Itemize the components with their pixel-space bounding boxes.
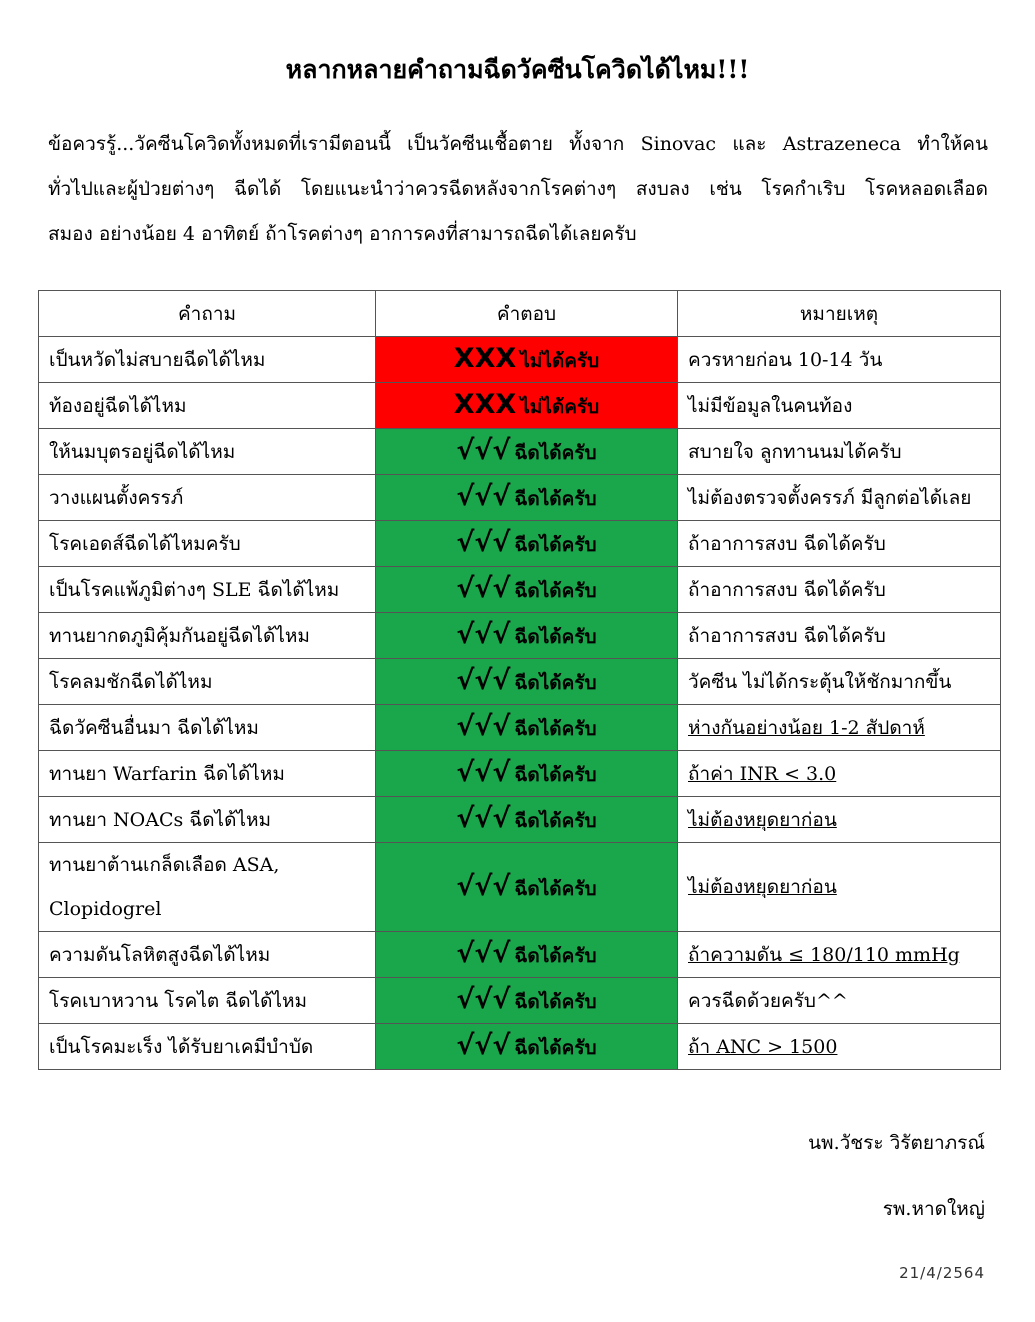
check-marks-icon: √√√: [456, 435, 511, 466]
check-marks-icon: √√√: [456, 870, 511, 902]
doctor-signature: นพ.วัชระ วิรัตยาภรณ์: [808, 1132, 985, 1154]
table-row: [39, 613, 1001, 659]
answer-cell-yes: [376, 978, 678, 1024]
note-cell: สบายใจ ลูกทานนมได้ครับ: [678, 429, 1001, 475]
question-cell: โรคเบาหวาน โรคไต ฉีดได้ไหม: [39, 978, 376, 1024]
answer-text: ฉีดได้ครับ: [514, 877, 597, 900]
question-cell: เป็นหวัดไม่สบายฉีดได้ไหม: [39, 337, 376, 383]
table-row: [39, 705, 1001, 751]
question-cell: ทานยา NOACs ฉีดได้ไหม: [39, 797, 376, 843]
answer-text: ฉีดได้ครับ: [514, 488, 597, 510]
table-row: [39, 475, 1001, 521]
question-cell: โรคเอดส์ฉีดได้ไหมครับ: [39, 521, 376, 567]
check-marks-icon: √√√: [456, 619, 511, 650]
question-cell: ท้องอยู่ฉีดได้ไหม: [39, 383, 376, 429]
question-cell: เป็นโรคมะเร็ง ได้รับยาเคมีบำบัด: [39, 1024, 376, 1070]
answer-cell-yes: [376, 797, 678, 843]
note-cell: วัคซีน ไม่ได้กระตุ้นให้ชักมากขึ้น: [678, 659, 1001, 705]
note-cell: ถ้าอาการสงบ ฉีดได้ครับ: [678, 613, 1001, 659]
question-cell: โรคลมชักฉีดได้ไหม: [39, 659, 376, 705]
check-marks-icon: √√√: [456, 665, 511, 696]
question-cell: ทานยาต้านเกล็ดเลือด ASA, Clopidogrel: [39, 843, 376, 932]
answer-cell-yes: [376, 932, 678, 978]
note-cell: ควรฉีดด้วยครับ^^: [678, 978, 1001, 1024]
table-row: [39, 567, 1001, 613]
header-answer: คำตอบ: [376, 291, 678, 337]
answer-text: ฉีดได้ครับ: [514, 580, 597, 602]
table-row: [39, 978, 1001, 1024]
check-marks-icon: √√√: [456, 527, 511, 558]
answer-cell-yes: [376, 659, 678, 705]
question-cell: ฉีดวัคซีนอื่นมา ฉีดได้ไหม: [39, 705, 376, 751]
table-row: [39, 797, 1001, 843]
question-cell: วางแผนตั้งครรภ์: [39, 475, 376, 521]
question-cell: เป็นโรคแพ้ภูมิต่างๆ SLE ฉีดได้ไหม: [39, 567, 376, 613]
document-title: หลากหลายคำถามฉีดวัคซีนโควิดได้ไหม!!!: [285, 55, 750, 84]
table-header-row: [39, 291, 1001, 337]
answer-text: ฉีดได้ครับ: [514, 810, 597, 832]
table-row: [39, 337, 1001, 383]
answer-text: ฉีดได้ครับ: [514, 991, 597, 1013]
check-marks-icon: √√√: [456, 481, 511, 512]
table-row: [39, 1024, 1001, 1070]
note-cell: ถ้าอาการสงบ ฉีดได้ครับ: [678, 521, 1001, 567]
answer-cell-no: [376, 383, 678, 429]
note-cell: ถ้า ANC > 1500: [678, 1024, 1001, 1070]
check-marks-icon: √√√: [456, 757, 511, 788]
hospital-name: รพ.หาดใหญ่: [882, 1198, 985, 1220]
cross-marks-icon: XXX: [453, 343, 517, 374]
check-marks-icon: √√√: [456, 711, 511, 742]
intro-line-1: ข้อควรรู้...วัคซีนโควิดทั้งหมดที่เรามีตอนนี้ เป็นวัคซีนเชื้อตาย ทั้งจาก Sinovac และ Astrazeneca ทำให้คน: [48, 133, 988, 155]
answer-cell-yes: [376, 843, 678, 932]
cross-marks-icon: XXX: [453, 389, 517, 420]
table-body: [39, 337, 1001, 1070]
answer-text: ฉีดได้ครับ: [514, 442, 597, 464]
table-row: [39, 932, 1001, 978]
note-cell: ไม่มีข้อมูลในคนท้อง: [678, 383, 1001, 429]
table-row: [39, 659, 1001, 705]
answer-text: ฉีดได้ครับ: [514, 718, 597, 740]
answer-cell-yes: [376, 751, 678, 797]
intro-line-2: ทั่วไปและผู้ป่วยต่างๆ ฉีดได้ โดยแนะนำว่าควรฉีดหลังจากโรคต่างๆ สงบลง เช่น โรคกำเริบ โรคหลอดเลือด: [48, 178, 988, 200]
answer-text: ฉีดได้ครับ: [514, 1037, 597, 1059]
answer-cell-yes: [376, 1024, 678, 1070]
answer-cell-yes: [376, 567, 678, 613]
answer-cell-yes: [376, 429, 678, 475]
header-question: คำถาม: [39, 291, 376, 337]
check-marks-icon: √√√: [456, 573, 511, 604]
answer-text: ฉีดได้ครับ: [514, 764, 597, 786]
qa-table: [38, 290, 1001, 1070]
answer-cell-yes: [376, 521, 678, 567]
question-cell: ทานยา Warfarin ฉีดได้ไหม: [39, 751, 376, 797]
document-date: 21/4/2564: [899, 1264, 985, 1282]
note-cell: ถ้าค่า INR < 3.0: [678, 751, 1001, 797]
answer-cell-yes: [376, 705, 678, 751]
answer-text: ฉีดได้ครับ: [514, 626, 597, 648]
answer-text: ฉีดได้ครับ: [514, 534, 597, 556]
check-marks-icon: √√√: [456, 803, 511, 834]
question-cell: ให้นมบุตรอยู่ฉีดได้ไหม: [39, 429, 376, 475]
answer-text: ฉีดได้ครับ: [514, 672, 597, 694]
answer-cell-yes: [376, 613, 678, 659]
table-row: [39, 383, 1001, 429]
intro-line-3: สมอง อย่างน้อย 4 อาทิตย์ ถ้าโรคต่างๆ อาการคงที่สามารถฉีดได้เลยครับ: [48, 223, 637, 245]
check-marks-icon: √√√: [456, 938, 511, 969]
note-cell: ถ้าอาการสงบ ฉีดได้ครับ: [678, 567, 1001, 613]
note-cell: ไม่ต้องหยุดยาก่อน: [678, 843, 1001, 932]
check-marks-icon: √√√: [456, 1030, 511, 1061]
answer-text: ฉีดได้ครับ: [514, 945, 597, 967]
check-marks-icon: √√√: [456, 984, 511, 1015]
note-cell: ไม่ต้องตรวจตั้งครรภ์ มีลูกต่อได้เลย: [678, 475, 1001, 521]
answer-cell-yes: [376, 475, 678, 521]
table-row: [39, 843, 1001, 932]
question-cell: ความดันโลหิตสูงฉีดได้ไหม: [39, 932, 376, 978]
note-cell: ห่างกันอย่างน้อย 1-2 สัปดาห์: [678, 705, 1001, 751]
answer-text: ไม่ได้ครับ: [520, 396, 600, 418]
answer-cell-no: [376, 337, 678, 383]
question-cell: ทานยากดภูมิคุ้มกันอยู่ฉีดได้ไหม: [39, 613, 376, 659]
note-cell: ควรหายก่อน 10-14 วัน: [678, 337, 1001, 383]
table-row: [39, 521, 1001, 567]
table-row: [39, 751, 1001, 797]
header-note: หมายเหตุ: [678, 291, 1001, 337]
answer-text: ไม่ได้ครับ: [520, 350, 600, 372]
table-row: [39, 429, 1001, 475]
note-cell: ถ้าความดัน ≤ 180/110 mmHg: [678, 932, 1001, 978]
intro-paragraph: [48, 122, 988, 257]
note-cell: ไม่ต้องหยุดยาก่อน: [678, 797, 1001, 843]
